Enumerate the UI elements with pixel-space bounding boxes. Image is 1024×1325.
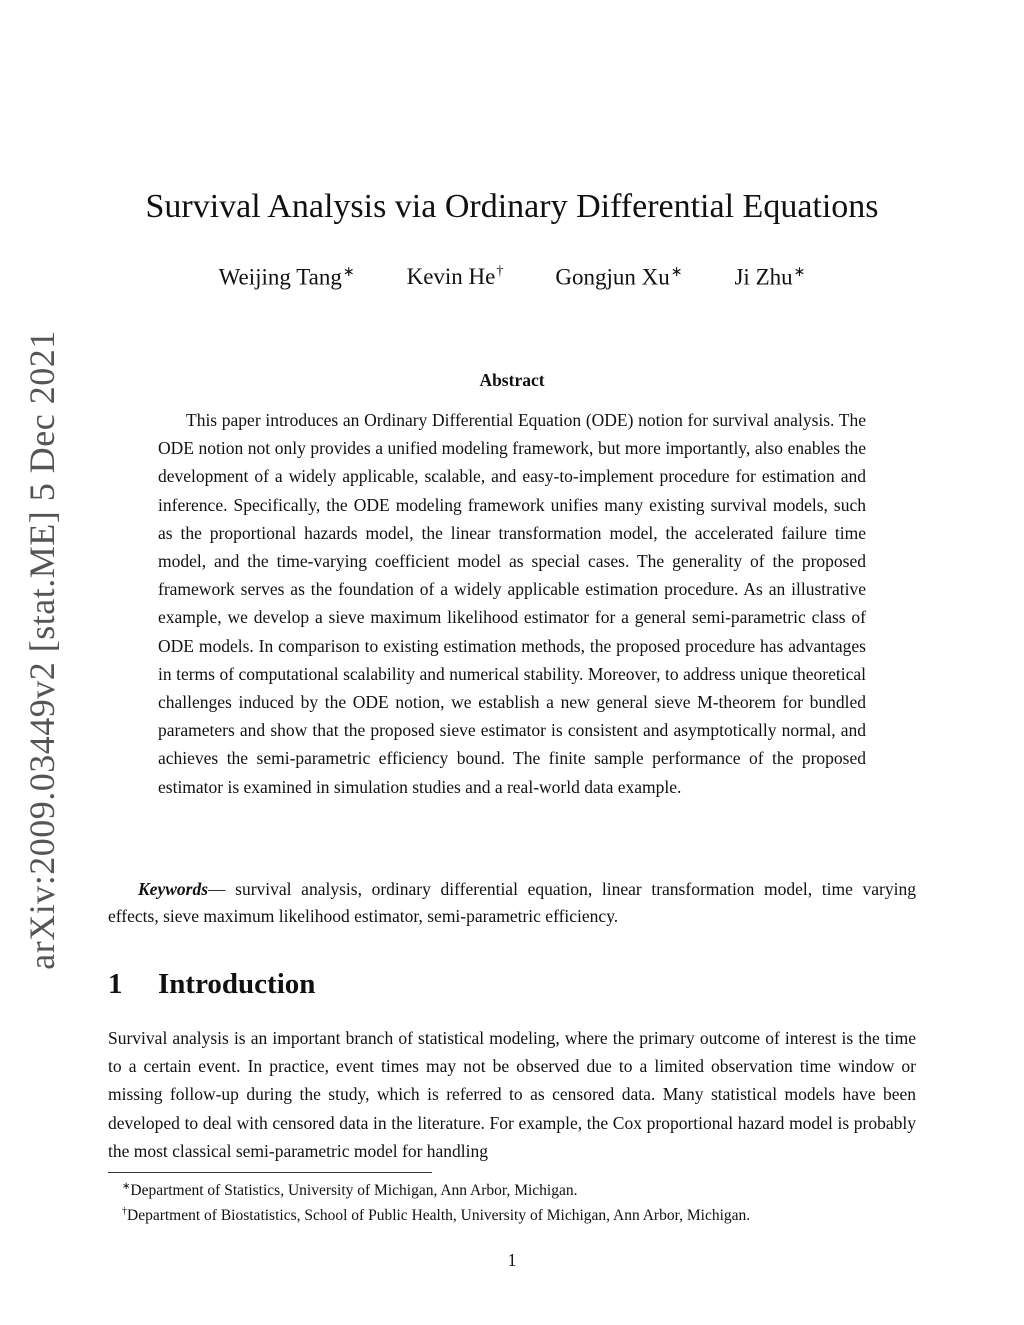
author-name: Weijing Tang <box>218 264 342 290</box>
affiliation-mark: † <box>496 264 504 280</box>
author <box>555 264 682 291</box>
footnote-text: Department of Biostatistics, School of Public Health, University of Michigan, Ann Arbor, Michigan. <box>127 1207 751 1225</box>
section-heading <box>108 968 315 1001</box>
author <box>219 264 355 291</box>
author-list <box>100 264 924 291</box>
abstract-heading: Abstract <box>479 370 545 390</box>
affiliation-mark: ∗ <box>793 265 806 280</box>
affiliation-mark: ∗ <box>670 265 683 280</box>
footnotes <box>122 1176 922 1226</box>
footnote-text: Department of Statistics, University of Michigan, Ann Arbor, Michigan. <box>130 1182 578 1200</box>
author-name: Gongjun Xu <box>555 264 670 290</box>
author <box>734 264 805 291</box>
footnote-mark: ∗ <box>122 1181 131 1192</box>
keywords-paragraph <box>108 876 916 930</box>
abstract-text: This paper introduces an Ordinary Differential Equation (ODE) notion for survival analysis. The ODE notion not only provides a unified modeling framework, but more importantly, also enables the development of a widely applicable, scalable, and easy-to-implement procedure for estimation and inference. Specifically, the ODE modeling framework unifies many existing survival models, such as the proportional hazards model, the linear transformation model, the accelerated failure time model, and the time-varying coefficient model as special cases. The generality of the proposed framework serves as the foundation of a widely applicable estimation procedure. As an illustrative example, we develop a sieve maximum likelihood estimator for a general semi-parametric class of ODE models. In comparison to existing estimation methods, the proposed procedure has advantages in terms of computational scalability and numerical stability. Moreover, to address unique theoretical challenges induced by the ODE notion, we establish a new general sieve M-theorem for bundled parameters and show that the proposed sieve estimator is consistent and asymptotically normal, and achieves the semi-parametric efficiency bound. The finite sample performance of the proposed estimator is examined in simulation studies and a real-world data example. <box>158 410 866 797</box>
page-number: 1 <box>507 1250 517 1270</box>
keywords-text: survival analysis, ordinary differential equation, linear transformation model, time varying effects, sieve maximum likelihood estimator, semi-parametric efficiency. <box>108 879 917 926</box>
footnote-divider <box>108 1172 432 1173</box>
keywords-separator: — <box>208 879 236 899</box>
footnote <box>122 1201 922 1226</box>
section-title: Introduction <box>158 968 316 1000</box>
author <box>407 264 504 291</box>
affiliation-mark: ∗ <box>342 265 355 280</box>
arxiv-identifier-text: arXiv:2009.03449v2 [stat.ME] 5 Dec 2021 <box>22 330 62 970</box>
section-number: 1 <box>108 968 123 1000</box>
keywords-label: Keywords <box>138 879 208 899</box>
footnote-mark: † <box>122 1206 127 1218</box>
author-name: Kevin He <box>406 264 496 289</box>
introduction-text: Survival analysis is an important branch of statistical modeling, where the primary outcome of interest is the time to a certain event. In practice, event times may not be observed due to a limited observation time window or missing follow-up during the study, which is referred to as censored data. Many statistical models have been developed to deal with censored data in the literature. For example, the Cox proportional hazard model is probably the most classical semi-parametric model for handling <box>108 1028 916 1161</box>
paper-title: Survival Analysis via Ordinary Differential Equations <box>145 188 879 225</box>
author-name: Ji Zhu <box>734 264 793 290</box>
footnote <box>122 1176 922 1201</box>
